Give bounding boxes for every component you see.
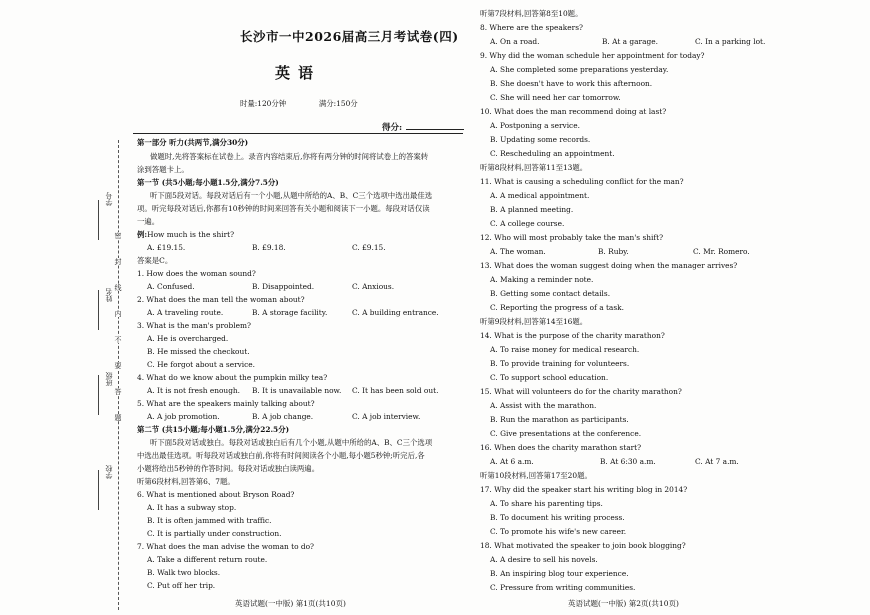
q1-option-b: B. Disappointed. bbox=[252, 282, 315, 291]
question-9: 9. Why did the woman schedule her appointment for today? bbox=[480, 51, 705, 60]
section1-para-3: 一遍。 bbox=[137, 217, 160, 226]
score-label: 得分: bbox=[382, 123, 403, 133]
example-option-c: C. £9.15. bbox=[352, 243, 386, 252]
q10-option-c: C. Rescheduling an appointment. bbox=[490, 149, 615, 158]
subject-title: 英语 bbox=[275, 64, 322, 82]
q4-option-a: A. It is not fresh enough. bbox=[147, 386, 241, 395]
q10-option-a: A. Postponing a service. bbox=[490, 121, 580, 130]
q12-option-b: B. Ruby. bbox=[598, 247, 629, 256]
q9-option-c: C. She will need her car tomorrow. bbox=[490, 93, 621, 102]
name-label: 姓名 bbox=[105, 288, 113, 302]
seal-char: 不 bbox=[114, 336, 122, 343]
seal-char: 封 bbox=[114, 258, 122, 265]
seal-char: 密 bbox=[114, 232, 122, 239]
q12-option-c: C. Mr. Romero. bbox=[693, 247, 750, 256]
q2-option-a: A. A traveling route. bbox=[147, 308, 224, 317]
question-16: 16. When does the charity marathon start? bbox=[480, 443, 642, 452]
q12-option-a: A. The woman. bbox=[490, 247, 546, 256]
q7-option-a: A. Take a different return route. bbox=[147, 555, 268, 564]
q14-option-c: C. To support school education. bbox=[490, 373, 609, 382]
part1-heading: 第一部分 听力(共两节,满分30分) bbox=[137, 138, 249, 147]
seal-char: 答 bbox=[114, 388, 122, 395]
example-question: 例:How much is the shirt? bbox=[137, 230, 235, 239]
example-answer: 答案是C。 bbox=[137, 256, 173, 265]
q1-option-a: A. Confused. bbox=[147, 282, 195, 291]
section2-para-1: 听下面5段对话或独白。每段对话或独白后有几个小题,从题中所给的A、B、C三个选项 bbox=[150, 438, 433, 447]
section1-para-1: 听下面5段对话。每段对话后有一个小题,从题中所给的A、B、C三个选项中选出最佳选 bbox=[150, 191, 433, 200]
section1-heading: 第一节 (共5小题;每小题1.5分,满分7.5分) bbox=[137, 178, 279, 187]
exam-title: 长沙市一中2026届高三月考试卷(四) bbox=[240, 29, 459, 44]
question-15: 15. What will volunteers do for the charity marathon? bbox=[480, 387, 682, 396]
question-18: 18. What motivated the speaker to join book blogging? bbox=[480, 541, 686, 550]
question-1: 1. How does the woman sound? bbox=[137, 269, 256, 278]
intro-line-1: 做题时,先将答案标在试卷上。录音内容结束后,你将有两分钟的时间将试卷上的答案转 bbox=[150, 152, 429, 161]
school-label: 学校 bbox=[105, 465, 113, 479]
seal-char: 线 bbox=[114, 284, 122, 291]
q3-option-c: C. He forgot about a service. bbox=[147, 360, 255, 369]
q11-option-c: C. A college course. bbox=[490, 219, 565, 228]
q9-option-b: B. She doesn't have to work this afternoon. bbox=[490, 79, 653, 88]
q16-option-a: A. At 6 a.m. bbox=[490, 457, 534, 466]
q16-option-b: B. At 6:30 a.m. bbox=[600, 457, 656, 466]
material-7-note: 听第7段材料,回答第8至10题。 bbox=[480, 9, 583, 18]
q6-option-c: C. It is partially under construction. bbox=[147, 529, 282, 538]
page-footer-left: 英语试题(一中版) 第1页(共10页) bbox=[235, 599, 346, 608]
q2-option-b: B. A storage facility. bbox=[252, 308, 328, 317]
q18-option-a: A. A desire to sell his novels. bbox=[490, 555, 598, 564]
question-3: 3. What is the man's problem? bbox=[137, 321, 251, 330]
q11-option-b: B. A planned meeting. bbox=[490, 205, 574, 214]
question-17: 17. Why did the speaker start his writing blog in 2014? bbox=[480, 485, 688, 494]
page-footer-right: 英语试题(一中版) 第2页(共10页) bbox=[568, 599, 679, 608]
q14-option-a: A. To raise money for medical research. bbox=[490, 345, 640, 354]
question-7: 7. What does the man advise the woman to do? bbox=[137, 542, 315, 551]
full-score: 满分:150分 bbox=[318, 99, 358, 108]
q4-option-b: B. It is unavailable now. bbox=[252, 386, 342, 395]
q3-option-a: A. He is overcharged. bbox=[147, 334, 229, 343]
class-label: 班级 bbox=[105, 372, 113, 386]
section2-para-2: 中选出最佳选项。听每段对话或独白前,你将有时间阅读各个小题,每小题5秒钟;听完后,各 bbox=[137, 451, 425, 460]
example-option-a: A. £19.15. bbox=[147, 243, 186, 252]
q3-option-b: B. He missed the checkout. bbox=[147, 347, 250, 356]
q7-option-c: C. Put off her trip. bbox=[147, 581, 216, 590]
q16-option-c: C. At 7 a.m. bbox=[695, 457, 739, 466]
q8-option-b: B. At a garage. bbox=[602, 37, 658, 46]
material-8-note: 听第8段材料,回答第11至13题。 bbox=[480, 163, 588, 172]
question-5: 5. What are the speakers mainly talking about? bbox=[137, 399, 315, 408]
seal-char: 内 bbox=[114, 310, 122, 317]
material-9-note: 听第9段材料,回答第14至16题。 bbox=[480, 317, 588, 326]
q8-option-a: A. On a road. bbox=[490, 37, 540, 46]
q6-option-a: A. It has a subway stop. bbox=[147, 503, 237, 512]
example-option-b: B. £9.18. bbox=[252, 243, 286, 252]
question-11: 11. What is causing a scheduling conflict for the man? bbox=[480, 177, 684, 186]
q5-option-a: A. A job promotion. bbox=[147, 412, 220, 421]
q13-option-a: A. Making a reminder note. bbox=[490, 275, 594, 284]
material-10-note: 听第10段材料,回答第17至20题。 bbox=[480, 471, 592, 480]
q15-option-b: B. Run the marathon as participants. bbox=[490, 415, 629, 424]
question-10: 10. What does the man recommend doing at last? bbox=[480, 107, 667, 116]
q5-option-b: B. A job change. bbox=[252, 412, 314, 421]
section2-para-3: 小题将给出5秒钟的作答时间。每段对话或独白读两遍。 bbox=[137, 464, 320, 473]
q17-option-c: C. To promote his wife's new career. bbox=[490, 527, 627, 536]
q15-option-a: A. Assist with the marathon. bbox=[490, 401, 597, 410]
q15-option-c: C. Give presentations at the conference. bbox=[490, 429, 642, 438]
q1-option-c: C. Anxious. bbox=[352, 282, 395, 291]
question-6: 6. What is mentioned about Bryson Road? bbox=[137, 490, 295, 499]
q9-option-a: A. She completed some preparations yesterday. bbox=[490, 65, 669, 74]
question-4: 4. What do we know about the pumpkin milky tea? bbox=[137, 373, 328, 382]
q14-option-b: B. To provide training for volunteers. bbox=[490, 359, 630, 368]
question-13: 13. What does the woman suggest doing when the manager arrives? bbox=[480, 261, 738, 270]
section1-para-2: 项。听完每段对话后,你都有10秒钟的时间来回答有关小题和阅读下一小题。每段对话仅读 bbox=[137, 204, 430, 213]
q7-option-b: B. Walk two blocks. bbox=[147, 568, 221, 577]
q4-option-c: C. It has been sold out. bbox=[352, 386, 439, 395]
q17-option-b: B. To document his writing process. bbox=[490, 513, 625, 522]
q6-option-b: B. It is often jammed with traffic. bbox=[147, 516, 272, 525]
q8-option-c: C. In a parking lot. bbox=[695, 37, 766, 46]
question-12: 12. Who will most probably take the man's shift? bbox=[480, 233, 664, 242]
seal-char: 题 bbox=[114, 414, 122, 421]
q11-option-a: A. A medical appointment. bbox=[490, 191, 590, 200]
question-8: 8. Where are the speakers? bbox=[480, 23, 583, 32]
question-2: 2. What does the man tell the woman about? bbox=[137, 295, 305, 304]
q10-option-b: B. Updating some records. bbox=[490, 135, 591, 144]
q18-option-c: C. Pressure from writing communities. bbox=[490, 583, 636, 592]
student-id-label: 学号 bbox=[105, 192, 113, 206]
intro-line-2: 涂到答题卡上。 bbox=[137, 165, 189, 174]
q17-option-a: A. To share his parenting tips. bbox=[490, 499, 603, 508]
q13-option-c: C. Reporting the progress of a task. bbox=[490, 303, 624, 312]
seal-char: 要 bbox=[114, 362, 122, 369]
q13-option-b: B. Getting some contact details. bbox=[490, 289, 611, 298]
q5-option-c: C. A job interview. bbox=[352, 412, 421, 421]
section2-heading: 第二节 (共15小题;每小题1.5分,满分22.5分) bbox=[137, 425, 290, 434]
q18-option-b: B. An inspiring blog tour experience. bbox=[490, 569, 629, 578]
time-limit: 时量:120分钟 bbox=[240, 99, 287, 108]
material-6-note: 听第6段材料,回答第6、7题。 bbox=[137, 477, 235, 486]
question-14: 14. What is the purpose of the charity marathon? bbox=[480, 331, 665, 340]
q2-option-c: C. A building entrance. bbox=[352, 308, 439, 317]
